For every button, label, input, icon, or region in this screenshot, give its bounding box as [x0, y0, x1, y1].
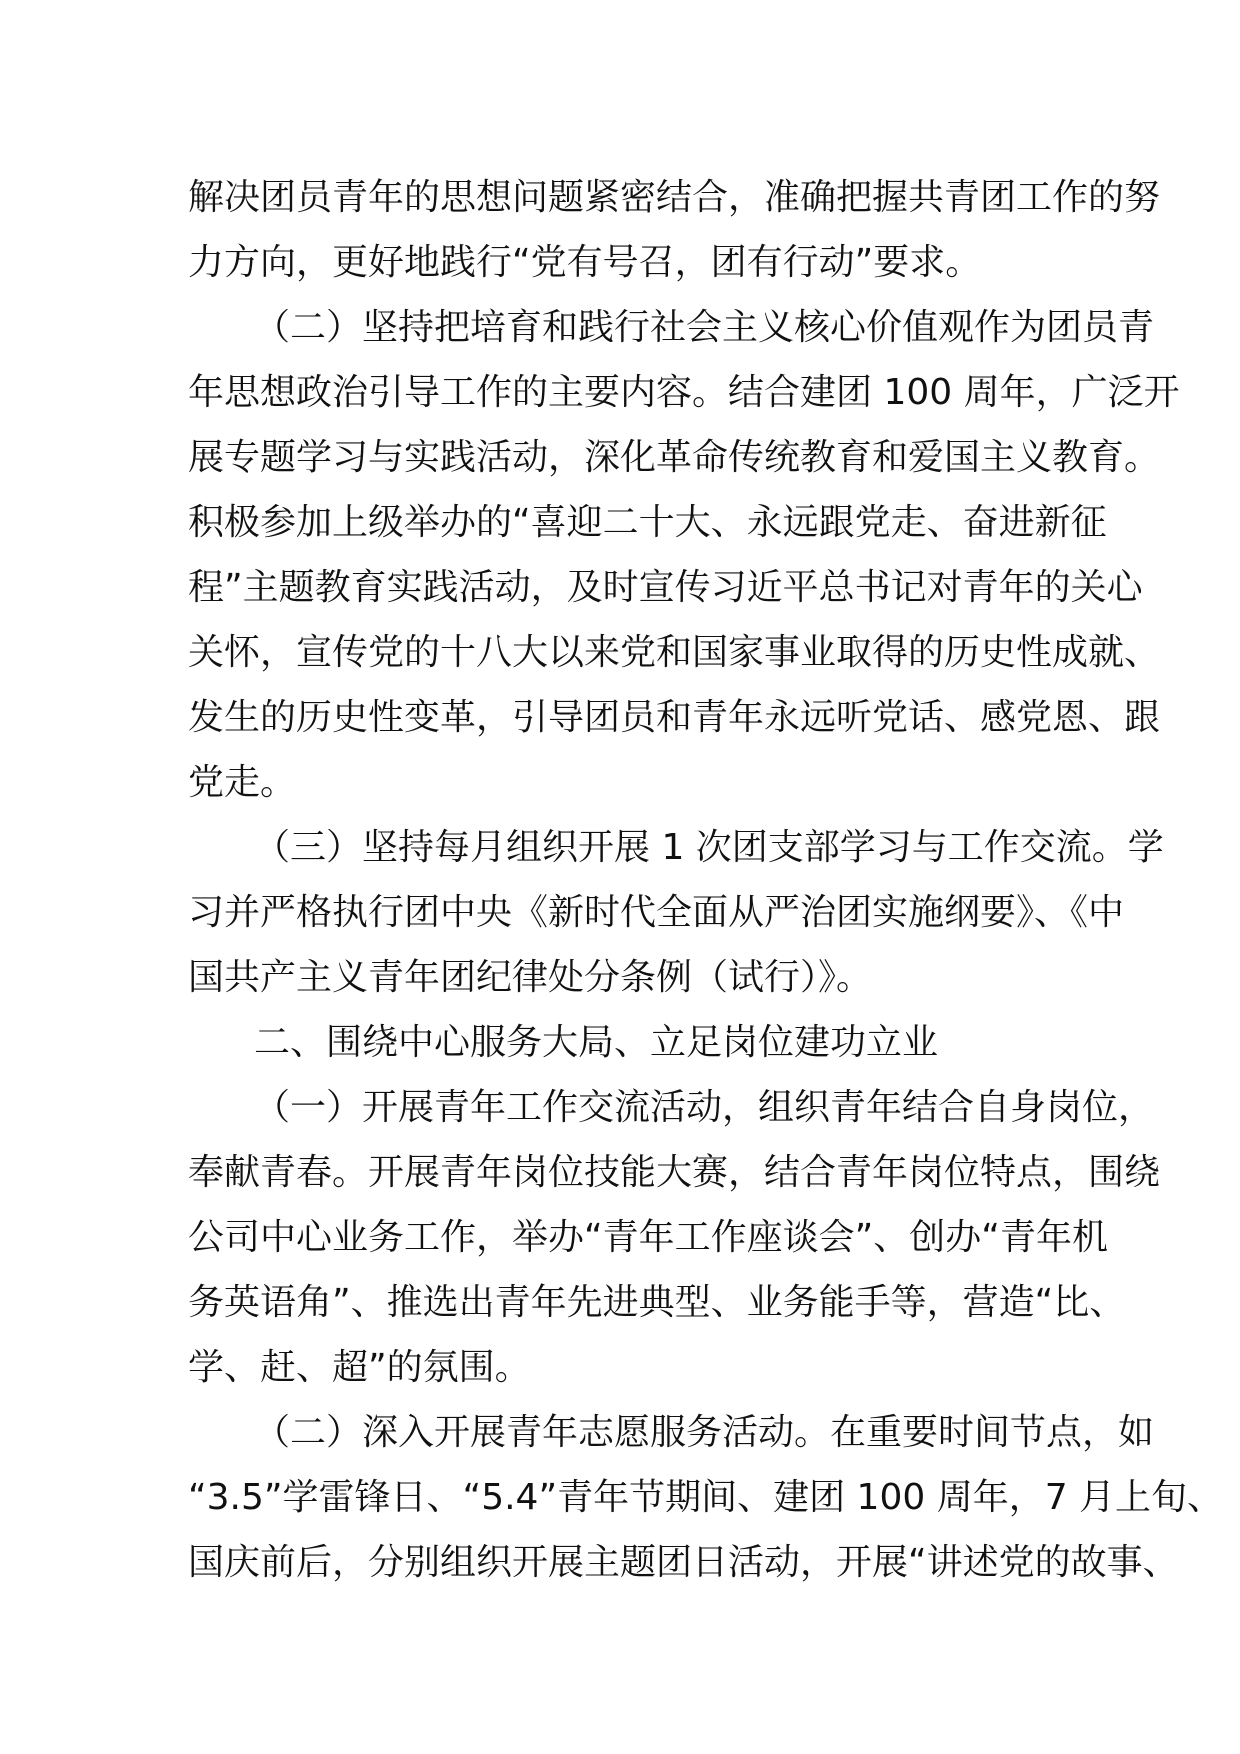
body-text-line: 党走。 — [188, 762, 297, 803]
body-text-line: 展专题学习与实践活动，深化革命传统教育和爱国主义教育。 — [188, 437, 1161, 478]
section-heading: 二、围绕中心服务大局、立足岗位建功立业 — [254, 1022, 939, 1063]
paragraph-start-line: （三）坚持每月组织开展 1 次团支部学习与工作交流。学 — [254, 827, 1164, 868]
body-text-line: 力方向，更好地践行“党有号召，团有行动”要求。 — [188, 242, 982, 283]
body-text-line: 习并严格执行团中央《新时代全面从严治团实施纲要》、《中 — [188, 892, 1125, 933]
body-text-line: 年思想政治引导工作的主要内容。结合建团 100 周年，广泛开 — [188, 372, 1180, 413]
body-text-line: 学、赶、超”的氛围。 — [188, 1347, 531, 1388]
body-text-line: 解决团员青年的思想问题紧密结合，准确把握共青团工作的努 — [188, 177, 1161, 218]
body-text-line: 关怀，宣传党的十八大以来党和国家事业取得的历史性成就、 — [188, 632, 1161, 673]
body-text-line: 公司中心业务工作，举办“青年工作座谈会”、创办“青年机 — [188, 1217, 1108, 1258]
body-text-line: 国共产主义青年团纪律处分条例（试行）》。 — [188, 957, 873, 998]
body-text-line: 奉献青春。开展青年岗位技能大赛，结合青年岗位特点，围绕 — [188, 1152, 1161, 1193]
body-text-line: 务英语角”、推选出青年先进典型、业务能手等，营造“比、 — [188, 1282, 1126, 1323]
paragraph-start-line: （二）坚持把培育和践行社会主义核心价值观作为团员青 — [254, 307, 1155, 348]
body-text-line: “3.5”学雷锋日、“5.4”青年节期间、建团 100 周年，7 月上旬、 — [188, 1477, 1224, 1518]
body-text-line: 国庆前后，分别组织开展主题团日活动，开展“讲述党的故事、 — [188, 1542, 1179, 1583]
body-text-line: 发生的历史性变革，引导团员和青年永远听党话、感党恩、跟 — [188, 697, 1161, 738]
body-text-line: 程”主题教育实践活动，及时宣传习近平总书记对青年的关心 — [188, 567, 1143, 608]
paragraph-start-line: （一）开展青年工作交流活动，组织青年结合自身岗位， — [254, 1087, 1155, 1128]
paragraph-start-line: （二）深入开展青年志愿服务活动。在重要时间节点，如 — [254, 1412, 1155, 1453]
body-text-line: 积极参加上级举办的“喜迎二十大、永远跟党走、奋进新征 — [188, 502, 1107, 543]
